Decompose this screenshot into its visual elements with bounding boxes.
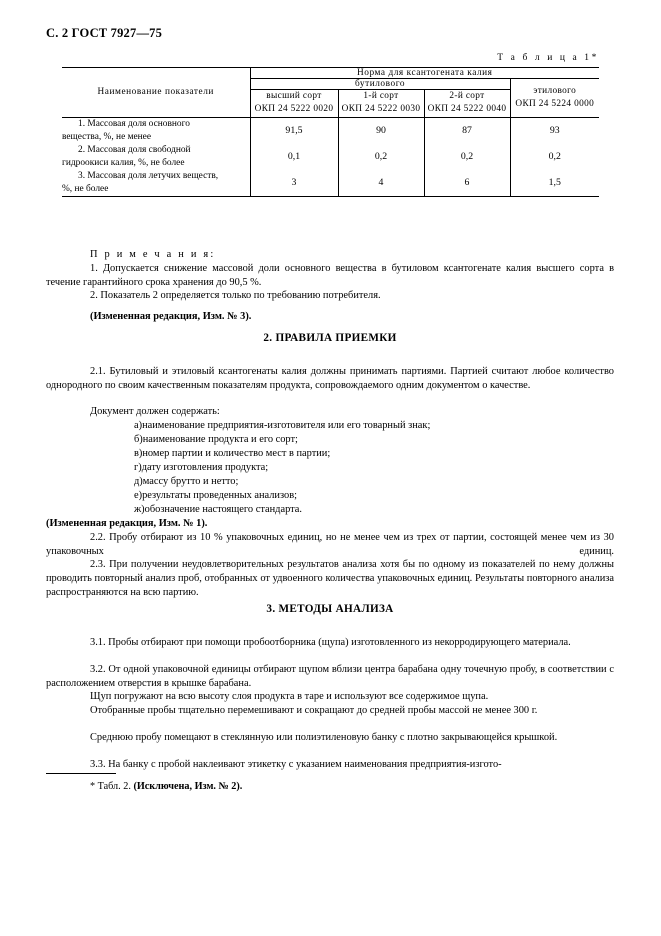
- header-premium-grade: высший сорт: [266, 91, 322, 101]
- row-1-value-premium: 91,5: [250, 117, 338, 143]
- row-3-value-first: 4: [338, 170, 424, 196]
- footnote-bold: (Исключена, Изм. № 2).: [133, 781, 243, 792]
- row-1-number: 1.: [78, 118, 86, 129]
- page-header: С. 2 ГОСТ 7927—75: [46, 26, 163, 40]
- row-1-value-second: 87: [424, 117, 510, 143]
- list-text-zh: обозначение настоящего стандарта.: [144, 504, 303, 515]
- para-2-1: 2.1. Бутиловый и этиловый ксантогенаты калия должны принимать партиями. Партией считают любое количество однородного по своим качественным показателям продукта, сопровождаемого одним документом о качестве.: [46, 366, 614, 391]
- row-2-name: [62, 144, 250, 170]
- header-ethyl-okp: ОКП 24 5224 0000: [515, 98, 595, 109]
- list-text-e: результаты проведенных анализов;: [142, 490, 298, 501]
- list-item: [46, 447, 614, 461]
- note-item-2: 2. Показатель 2 определяется только по требованию потребителя.: [90, 290, 381, 301]
- section-2-heading: 2. ПРАВИЛА ПРИЕМКИ: [263, 332, 397, 344]
- row-3-text-b: %, не более: [62, 183, 109, 194]
- row-3-name: [62, 170, 250, 196]
- list-label-v: в): [134, 448, 143, 459]
- list-label-d: д): [134, 476, 143, 487]
- row-2-value-premium: 0,1: [250, 144, 338, 170]
- notes-title: П р и м е ч а н и я:: [90, 249, 216, 260]
- header-butyl-group: бутилового: [250, 79, 510, 90]
- para-2-2: 2.2. Пробу отбирают из 10 % упаковочных единиц, но не менее чем из трех от партии, состоящей менее чем из 30 упаковочных единиц.: [46, 532, 614, 557]
- row-2-value-second: 0,2: [424, 144, 510, 170]
- header-second-grade: 2-й сорт: [449, 91, 485, 101]
- list-item: [46, 433, 614, 447]
- row-2-text-a: Массовая доля свободной: [87, 144, 191, 155]
- row-2-value-first: 0,2: [338, 144, 424, 170]
- header-col-second: [424, 90, 510, 118]
- para-3-1: 3.1. Пробы отбирают при помощи пробоотборника (щупа) изготовленного из некорродирующего материала.: [90, 637, 571, 648]
- list-text-b: наименование продукта и его сорт;: [142, 434, 298, 445]
- row-3-number: 3.: [78, 170, 86, 181]
- row-3-value-second: 6: [424, 170, 510, 196]
- header-second-okp: ОКП 24 5222 0040: [427, 104, 507, 115]
- table-row: [62, 170, 599, 196]
- list-item: [46, 419, 614, 433]
- header-premium-okp: ОКП 24 5222 0020: [254, 104, 334, 115]
- para-2-3: 2.3. При получении неудовлетворительных результатов анализа хотя бы по одному из показателей по нему должны проводить повторный анализ проб, отобранных от удвоенного количества упаковочных единиц. Результаты повторного анализа распространяются на всю партию.: [46, 559, 614, 598]
- para-doc-contains: Документ должен содержать:: [90, 406, 220, 417]
- section-2-revision: (Измененная редакция, Изм. № 1).: [46, 518, 208, 529]
- list-label-e: е): [134, 490, 143, 501]
- header-ethyl-grade: этилового: [533, 85, 577, 96]
- row-3-text-a: Массовая доля летучих веществ,: [87, 170, 219, 181]
- row-1-value-first: 90: [338, 117, 424, 143]
- header-norm-group: Норма для ксантогената калия: [250, 68, 599, 79]
- header-first-grade: 1-й сорт: [363, 91, 399, 101]
- list-item: [46, 461, 614, 475]
- row-2-value-ethyl: 0,2: [548, 151, 561, 163]
- list-item: [46, 503, 614, 517]
- row-3-value-ethyl: 1,5: [510, 170, 599, 196]
- list-item: [46, 475, 614, 489]
- list-text-a: наименование предприятия-изготовителя или его товарный знак;: [142, 420, 431, 431]
- norms-table: [62, 67, 599, 197]
- footnote-marker: * Табл. 2.: [90, 781, 134, 792]
- table-header-row-group: [62, 68, 599, 79]
- list-text-v: номер партии и количество мест в партии;: [142, 448, 331, 459]
- header-col-premium: [250, 90, 338, 118]
- header-first-okp: ОКП 24 5222 0030: [341, 104, 421, 115]
- row-1-value-ethyl: 93: [510, 117, 599, 143]
- row-2-text-b: гидроокиси калия, %, не более: [62, 157, 185, 168]
- list-label-g: г): [134, 462, 142, 473]
- header-ethyl-column: [510, 79, 599, 118]
- header-col-first: [338, 90, 424, 118]
- para-probe-depth: Щуп погружают на всю высоту слоя продукта в таре и используют все содержимое щупа.: [90, 691, 489, 702]
- list-label-zh: ж): [134, 504, 145, 515]
- list-item: [46, 489, 614, 503]
- table-row: [62, 144, 599, 170]
- list-label-b: б): [134, 434, 143, 445]
- list-text-g: дату изготовления продукта;: [141, 462, 269, 473]
- table-caption: Т а б л и ц а 1*: [497, 53, 599, 63]
- row-2-number: 2.: [78, 144, 86, 155]
- table-row: [62, 117, 599, 143]
- list-label-a: а): [134, 420, 143, 431]
- row-1-text-a: Массовая доля основного: [87, 118, 190, 129]
- notes-revision: (Измененная редакция, Изм. № 3).: [90, 311, 252, 322]
- norms-table-wrapper: [62, 67, 599, 197]
- para-3-3: 3.3. На банку с пробой наклеивают этикетку с указанием наименования предприятия-изгото-: [90, 759, 502, 770]
- footnote-divider: [46, 773, 116, 774]
- list-text-d: массу брутто и нетто;: [142, 476, 239, 487]
- header-indicator-name: Наименование показатели: [62, 68, 250, 118]
- row-1-name: [62, 117, 250, 143]
- section-3-heading: 3. МЕТОДЫ АНАЛИЗА: [266, 603, 394, 615]
- row-3-value-premium: 3: [250, 170, 338, 196]
- para-sample-mixing: Отобранные пробы тщательно перемешивают и сокращают до средней пробы массой не менее 300 г.: [90, 705, 538, 716]
- footnote: [46, 781, 614, 792]
- para-sample-jar: Среднюю пробу помещают в стеклянную или полиэтиленовую банку с плотно закрывающейся крышкой.: [90, 732, 558, 743]
- row-1-text-b: вещества, %, не менее: [62, 131, 152, 142]
- para-3-2: 3.2. От одной упаковочной единицы отбирают щупом вблизи центра барабана одну точечную пробу, в соответствии с расположением отверстия в крышке барабана.: [46, 664, 614, 689]
- note-item-1: 1. Допускается снижение массовой доли основного вещества в бутиловом ксантогенате калия высшего сорта в течение гарантийного срока хранения до 90,5 %.: [46, 263, 614, 288]
